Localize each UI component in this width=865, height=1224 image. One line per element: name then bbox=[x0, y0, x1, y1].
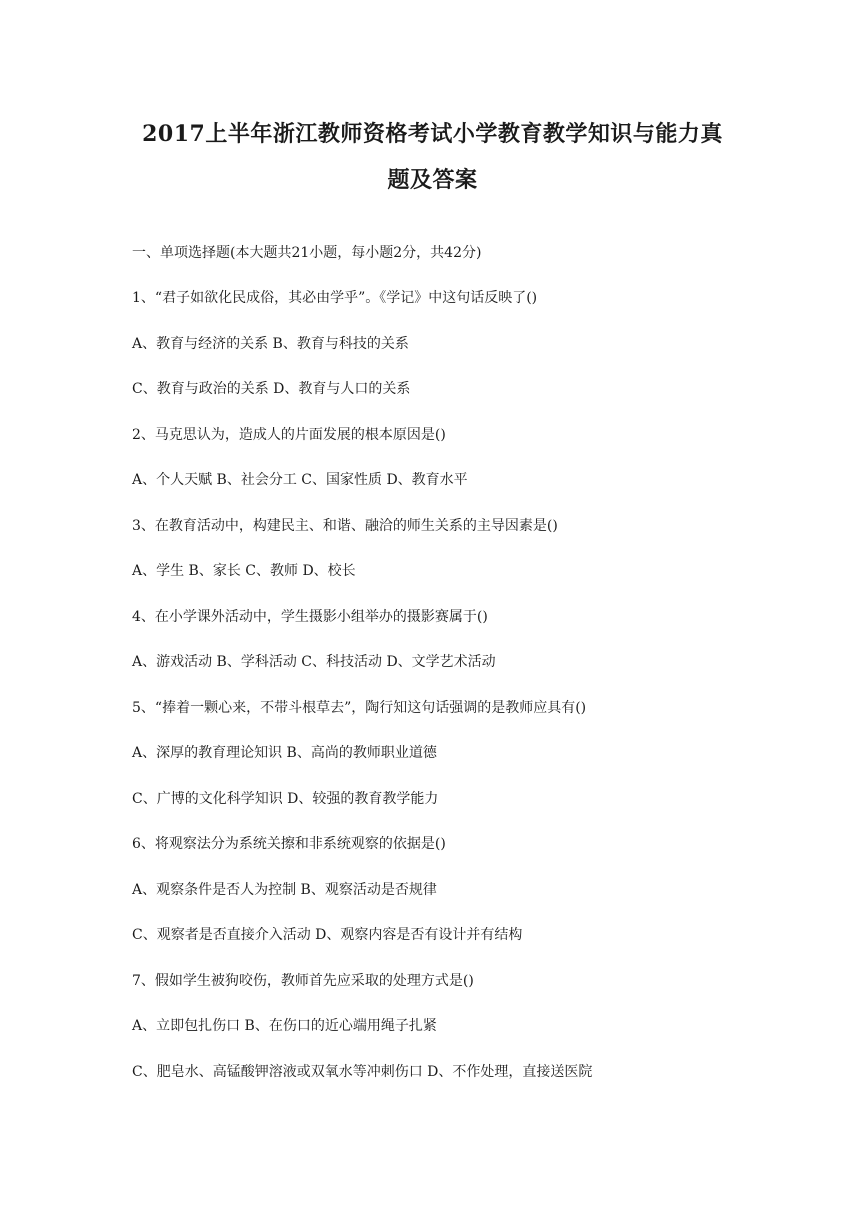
question-1-options-line-2: C、教育与政治的关系 D、教育与人口的关系 bbox=[132, 381, 411, 397]
question-2-stem: 2、马克思认为，造成人的片面发展的根本原因是() bbox=[132, 427, 446, 443]
document-title-line-2: 题及答案 bbox=[387, 167, 478, 193]
question-5-options-line-1: A、深厚的教育理论知识 B、高尚的教师职业道德 bbox=[132, 745, 437, 761]
question-6-options-line-2: C、观察者是否直接介入活动 D、观察内容是否有设计并有结构 bbox=[132, 927, 523, 943]
question-3-stem: 3、在教育活动中，构建民主、和谐、融洽的师生关系的主导因素是() bbox=[132, 518, 558, 534]
question-6-stem: 6、将观察法分为系统关擦和非系统观察的依据是() bbox=[132, 836, 446, 852]
question-7-options-line-1: A、立即包扎伤口 B、在伤口的近心端用绳子扎紧 bbox=[132, 1018, 437, 1034]
question-6-options-line-1: A、观察条件是否人为控制 B、观察活动是否规律 bbox=[132, 882, 437, 898]
question-4-options-line-1: A、游戏活动 B、学科活动 C、科技活动 D、文学艺术活动 bbox=[132, 654, 496, 670]
document-title-line-1: 2017上半年浙江教师资格考试小学教育教学知识与能力真 bbox=[142, 121, 723, 147]
question-7-options-line-2: C、肥皂水、高锰酸钾溶液或双氧水等冲刺伤口 D、不作处理，直接送医院 bbox=[132, 1064, 593, 1080]
question-7-stem: 7、假如学生被狗咬伤，教师首先应采取的处理方式是() bbox=[132, 973, 474, 989]
question-2-options-line-1: A、个人天赋 B、社会分工 C、国家性质 D、教育水平 bbox=[132, 472, 468, 488]
section-heading: 一、单项选择题(本大题共21小题，每小题2分，共42分) bbox=[132, 245, 482, 261]
question-1-options-line-1: A、教育与经济的关系 B、教育与科技的关系 bbox=[132, 336, 409, 352]
question-4-stem: 4、在小学课外活动中，学生摄影小组举办的摄影赛属于() bbox=[132, 609, 488, 625]
question-5-stem: 5、“捧着一颗心来，不带斗根草去”，陶行知这句话强调的是教师应具有() bbox=[132, 700, 587, 716]
question-3-options-line-1: A、学生 B、家长 C、教师 D、校长 bbox=[132, 563, 356, 579]
question-5-options-line-2: C、广博的文化科学知识 D、较强的教育教学能力 bbox=[132, 791, 439, 807]
question-1-stem: 1、“君子如欲化民成俗，其必由学乎”。《学记》中这句话反映了() bbox=[132, 290, 538, 306]
